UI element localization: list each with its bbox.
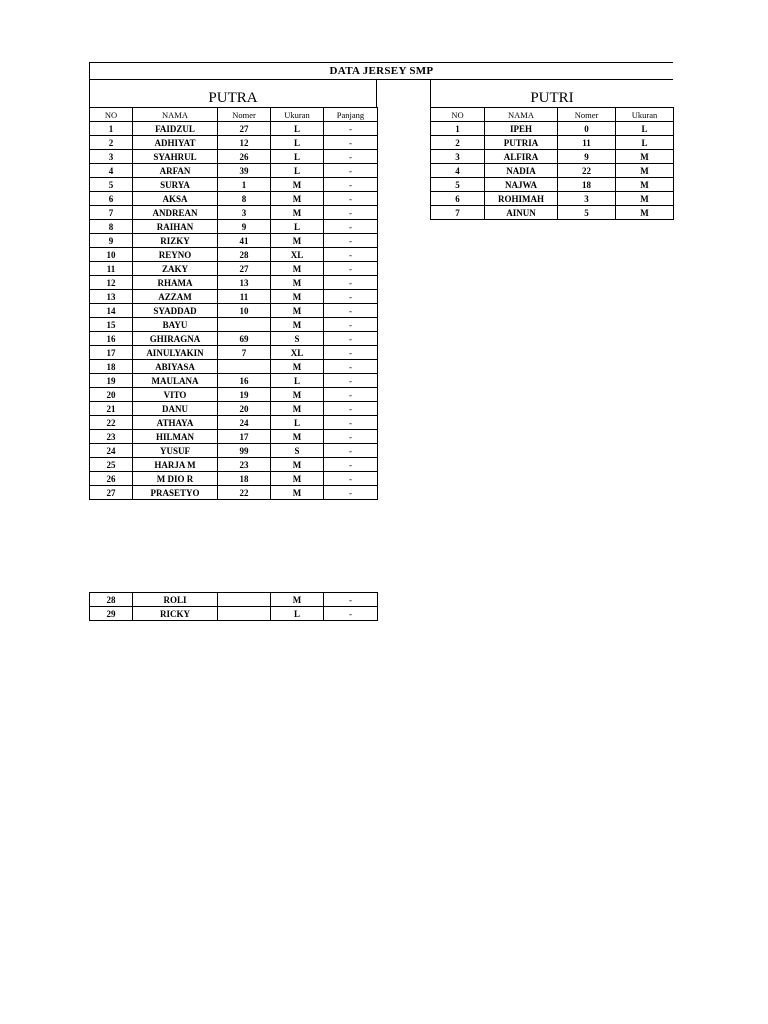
- cell-nomer: 24: [218, 416, 271, 430]
- cell-panjang: -: [324, 304, 378, 318]
- cell-no: 15: [90, 318, 133, 332]
- cell-nama: PUTRIA: [485, 136, 558, 150]
- cell-nomer: 16: [218, 374, 271, 388]
- cell-nama: NADIA: [485, 164, 558, 178]
- cell-nama: ARFAN: [133, 164, 218, 178]
- cell-no: 4: [431, 164, 485, 178]
- table-row: [90, 346, 378, 360]
- cell-nomer: 27: [218, 262, 271, 276]
- table-row: [90, 304, 378, 318]
- cell-nomer: 17: [218, 430, 271, 444]
- cell-nama: HARJA M: [133, 458, 218, 472]
- cell-no: 8: [90, 220, 133, 234]
- cell-panjang: -: [324, 220, 378, 234]
- cell-no: 11: [90, 262, 133, 276]
- cell-ukuran: M: [271, 192, 324, 206]
- cell-panjang: -: [324, 262, 378, 276]
- cell-nomer: 22: [218, 486, 271, 500]
- cell-panjang: -: [324, 593, 378, 607]
- cell-ukuran: M: [271, 234, 324, 248]
- cell-nomer: 39: [218, 164, 271, 178]
- cell-nomer: 11: [218, 290, 271, 304]
- cell-ukuran: M: [271, 276, 324, 290]
- cell-nama: FAIDZUL: [133, 122, 218, 136]
- cell-nomer: [218, 360, 271, 374]
- cell-panjang: -: [324, 430, 378, 444]
- cell-panjang: -: [324, 248, 378, 262]
- cell-ukuran: L: [616, 136, 674, 150]
- table-row: [90, 360, 378, 374]
- table-row: [90, 150, 378, 164]
- cell-no: 24: [90, 444, 133, 458]
- cell-panjang: -: [324, 416, 378, 430]
- cell-nama: NAJWA: [485, 178, 558, 192]
- table-row: [431, 178, 674, 192]
- table-row: [90, 192, 378, 206]
- cell-no: 6: [431, 192, 485, 206]
- cell-ukuran: M: [616, 206, 674, 220]
- cell-nomer: 9: [558, 150, 616, 164]
- cell-nomer: 3: [558, 192, 616, 206]
- cell-ukuran: S: [271, 444, 324, 458]
- table-row: [90, 332, 378, 346]
- cell-nomer: 10: [218, 304, 271, 318]
- cell-panjang: -: [324, 388, 378, 402]
- table-row: [90, 486, 378, 500]
- cell-nomer: 5: [558, 206, 616, 220]
- cell-panjang: -: [324, 276, 378, 290]
- cell-nomer: 3: [218, 206, 271, 220]
- cell-nomer: [218, 607, 271, 621]
- cell-nama: AKSA: [133, 192, 218, 206]
- cell-panjang: -: [324, 178, 378, 192]
- cell-no: 7: [431, 206, 485, 220]
- cell-nomer: 27: [218, 122, 271, 136]
- col-header-ukuran: Ukuran: [271, 108, 324, 122]
- putri-header-row: [431, 108, 674, 122]
- table-row: [90, 458, 378, 472]
- cell-nama: ADHIYAT: [133, 136, 218, 150]
- cell-no: 14: [90, 304, 133, 318]
- cell-nomer: 18: [558, 178, 616, 192]
- table-row: [90, 234, 378, 248]
- cell-no: 5: [431, 178, 485, 192]
- col-header-nama: NAMA: [485, 108, 558, 122]
- table-row: [90, 248, 378, 262]
- table-row: [90, 402, 378, 416]
- putra-extra-table: [89, 592, 378, 621]
- cell-ukuran: M: [271, 430, 324, 444]
- cell-nomer: 9: [218, 220, 271, 234]
- cell-nama: DANU: [133, 402, 218, 416]
- cell-panjang: -: [324, 444, 378, 458]
- cell-no: 2: [431, 136, 485, 150]
- cell-no: 1: [431, 122, 485, 136]
- cell-panjang: -: [324, 290, 378, 304]
- cell-panjang: -: [324, 136, 378, 150]
- cell-ukuran: M: [271, 290, 324, 304]
- cell-ukuran: M: [271, 304, 324, 318]
- cell-nama: SYAHRUL: [133, 150, 218, 164]
- sheet-title: DATA JERSEY SMP: [89, 62, 673, 80]
- cell-ukuran: M: [271, 402, 324, 416]
- cell-no: 1: [90, 122, 133, 136]
- putri-heading: PUTRI: [430, 80, 673, 107]
- cell-ukuran: M: [271, 262, 324, 276]
- table-row: [90, 607, 378, 621]
- cell-no: 4: [90, 164, 133, 178]
- cell-no: 9: [90, 234, 133, 248]
- table-row: [90, 276, 378, 290]
- cell-panjang: -: [324, 486, 378, 500]
- cell-nomer: 26: [218, 150, 271, 164]
- cell-ukuran: XL: [271, 346, 324, 360]
- cell-ukuran: L: [271, 150, 324, 164]
- cell-no: 16: [90, 332, 133, 346]
- putra-table-body: [90, 122, 378, 500]
- cell-nomer: [218, 318, 271, 332]
- table-row: [90, 416, 378, 430]
- cell-nomer: 23: [218, 458, 271, 472]
- table-row: [90, 430, 378, 444]
- cell-ukuran: L: [271, 374, 324, 388]
- cell-ukuran: L: [271, 164, 324, 178]
- col-header-panjang: Panjang: [324, 108, 378, 122]
- cell-no: 6: [90, 192, 133, 206]
- cell-nomer: 7: [218, 346, 271, 360]
- cell-ukuran: M: [271, 318, 324, 332]
- cell-nama: RHAMA: [133, 276, 218, 290]
- cell-ukuran: M: [271, 486, 324, 500]
- cell-nomer: 28: [218, 248, 271, 262]
- cell-nomer: 19: [218, 388, 271, 402]
- cell-nomer: 99: [218, 444, 271, 458]
- cell-ukuran: M: [271, 472, 324, 486]
- cell-ukuran: L: [271, 416, 324, 430]
- cell-no: 26: [90, 472, 133, 486]
- cell-panjang: -: [324, 318, 378, 332]
- table-row: [90, 262, 378, 276]
- putri-table: [430, 107, 674, 220]
- cell-no: 5: [90, 178, 133, 192]
- cell-no: 28: [90, 593, 133, 607]
- cell-nama: RAIHAN: [133, 220, 218, 234]
- putri-table-body: [431, 122, 674, 220]
- table-row: [90, 593, 378, 607]
- cell-nomer: 8: [218, 192, 271, 206]
- cell-nama: BAYU: [133, 318, 218, 332]
- putra-heading: PUTRA: [89, 80, 377, 107]
- cell-nama: YUSUF: [133, 444, 218, 458]
- putra-header-row: [90, 108, 378, 122]
- cell-no: 3: [431, 150, 485, 164]
- cell-nama: ROLI: [133, 593, 218, 607]
- cell-nama: SYADDAD: [133, 304, 218, 318]
- cell-panjang: -: [324, 234, 378, 248]
- cell-ukuran: M: [271, 360, 324, 374]
- cell-nomer: 1: [218, 178, 271, 192]
- cell-nomer: 13: [218, 276, 271, 290]
- cell-nama: VITO: [133, 388, 218, 402]
- cell-no: 23: [90, 430, 133, 444]
- cell-nama: MAULANA: [133, 374, 218, 388]
- cell-ukuran: M: [616, 164, 674, 178]
- cell-nama: ROHIMAH: [485, 192, 558, 206]
- cell-panjang: -: [324, 472, 378, 486]
- cell-panjang: -: [324, 192, 378, 206]
- table-row: [431, 192, 674, 206]
- cell-ukuran: M: [616, 178, 674, 192]
- cell-no: 12: [90, 276, 133, 290]
- cell-nama: IPEH: [485, 122, 558, 136]
- cell-panjang: -: [324, 402, 378, 416]
- cell-no: 22: [90, 416, 133, 430]
- cell-ukuran: L: [616, 122, 674, 136]
- cell-no: 7: [90, 206, 133, 220]
- cell-nomer: 11: [558, 136, 616, 150]
- cell-nama: M DIO R: [133, 472, 218, 486]
- cell-panjang: -: [324, 206, 378, 220]
- cell-no: 13: [90, 290, 133, 304]
- cell-nama: AZZAM: [133, 290, 218, 304]
- cell-nomer: 0: [558, 122, 616, 136]
- cell-panjang: -: [324, 346, 378, 360]
- table-row: [90, 374, 378, 388]
- table-row: [90, 472, 378, 486]
- col-header-nomer: Nomer: [218, 108, 271, 122]
- cell-nomer: 12: [218, 136, 271, 150]
- col-header-nama: NAMA: [133, 108, 218, 122]
- cell-no: 27: [90, 486, 133, 500]
- cell-no: 19: [90, 374, 133, 388]
- table-row: [90, 136, 378, 150]
- table-row: [431, 150, 674, 164]
- table-row: [431, 206, 674, 220]
- cell-nama: ABIYASA: [133, 360, 218, 374]
- putra-extra-table-body: [90, 593, 378, 621]
- cell-no: 25: [90, 458, 133, 472]
- cell-panjang: -: [324, 458, 378, 472]
- cell-nomer: 20: [218, 402, 271, 416]
- cell-panjang: -: [324, 360, 378, 374]
- cell-nama: ATHAYA: [133, 416, 218, 430]
- cell-nama: RIZKY: [133, 234, 218, 248]
- cell-nama: ZAKY: [133, 262, 218, 276]
- cell-ukuran: M: [271, 178, 324, 192]
- cell-nomer: 18: [218, 472, 271, 486]
- putra-table: [89, 107, 378, 500]
- cell-nama: SURYA: [133, 178, 218, 192]
- cell-panjang: -: [324, 122, 378, 136]
- col-header-no: NO: [90, 108, 133, 122]
- cell-nomer: [218, 593, 271, 607]
- cell-ukuran: L: [271, 136, 324, 150]
- col-header-ukuran: Ukuran: [616, 108, 674, 122]
- table-row: [90, 290, 378, 304]
- cell-nama: PRASETYO: [133, 486, 218, 500]
- table-row: [90, 178, 378, 192]
- cell-ukuran: M: [271, 593, 324, 607]
- cell-panjang: -: [324, 607, 378, 621]
- table-row: [90, 206, 378, 220]
- cell-nama: RICKY: [133, 607, 218, 621]
- cell-no: 3: [90, 150, 133, 164]
- cell-nama: AINULYAKIN: [133, 346, 218, 360]
- cell-no: 20: [90, 388, 133, 402]
- cell-panjang: -: [324, 332, 378, 346]
- cell-nomer: 69: [218, 332, 271, 346]
- cell-nama: ALFIRA: [485, 150, 558, 164]
- table-row: [431, 122, 674, 136]
- cell-panjang: -: [324, 164, 378, 178]
- table-row: [90, 444, 378, 458]
- cell-no: 29: [90, 607, 133, 621]
- cell-ukuran: L: [271, 607, 324, 621]
- cell-no: 21: [90, 402, 133, 416]
- table-row: [90, 318, 378, 332]
- cell-no: 2: [90, 136, 133, 150]
- cell-ukuran: M: [271, 458, 324, 472]
- col-header-nomer: Nomer: [558, 108, 616, 122]
- cell-ukuran: M: [271, 206, 324, 220]
- cell-nama: GHIRAGNA: [133, 332, 218, 346]
- table-row: [90, 220, 378, 234]
- cell-nama: HILMAN: [133, 430, 218, 444]
- table-row: [431, 136, 674, 150]
- table-row: [431, 164, 674, 178]
- cell-ukuran: M: [616, 192, 674, 206]
- cell-nama: AINUN: [485, 206, 558, 220]
- cell-nama: REYNO: [133, 248, 218, 262]
- cell-no: 18: [90, 360, 133, 374]
- cell-ukuran: XL: [271, 248, 324, 262]
- col-header-no: NO: [431, 108, 485, 122]
- cell-no: 17: [90, 346, 133, 360]
- cell-ukuran: L: [271, 122, 324, 136]
- cell-ukuran: M: [271, 388, 324, 402]
- table-row: [90, 388, 378, 402]
- cell-panjang: -: [324, 374, 378, 388]
- cell-nomer: 22: [558, 164, 616, 178]
- cell-nomer: 41: [218, 234, 271, 248]
- table-row: [90, 164, 378, 178]
- cell-no: 10: [90, 248, 133, 262]
- cell-ukuran: L: [271, 220, 324, 234]
- cell-ukuran: S: [271, 332, 324, 346]
- cell-ukuran: M: [616, 150, 674, 164]
- cell-nama: ANDREAN: [133, 206, 218, 220]
- table-row: [90, 122, 378, 136]
- cell-panjang: -: [324, 150, 378, 164]
